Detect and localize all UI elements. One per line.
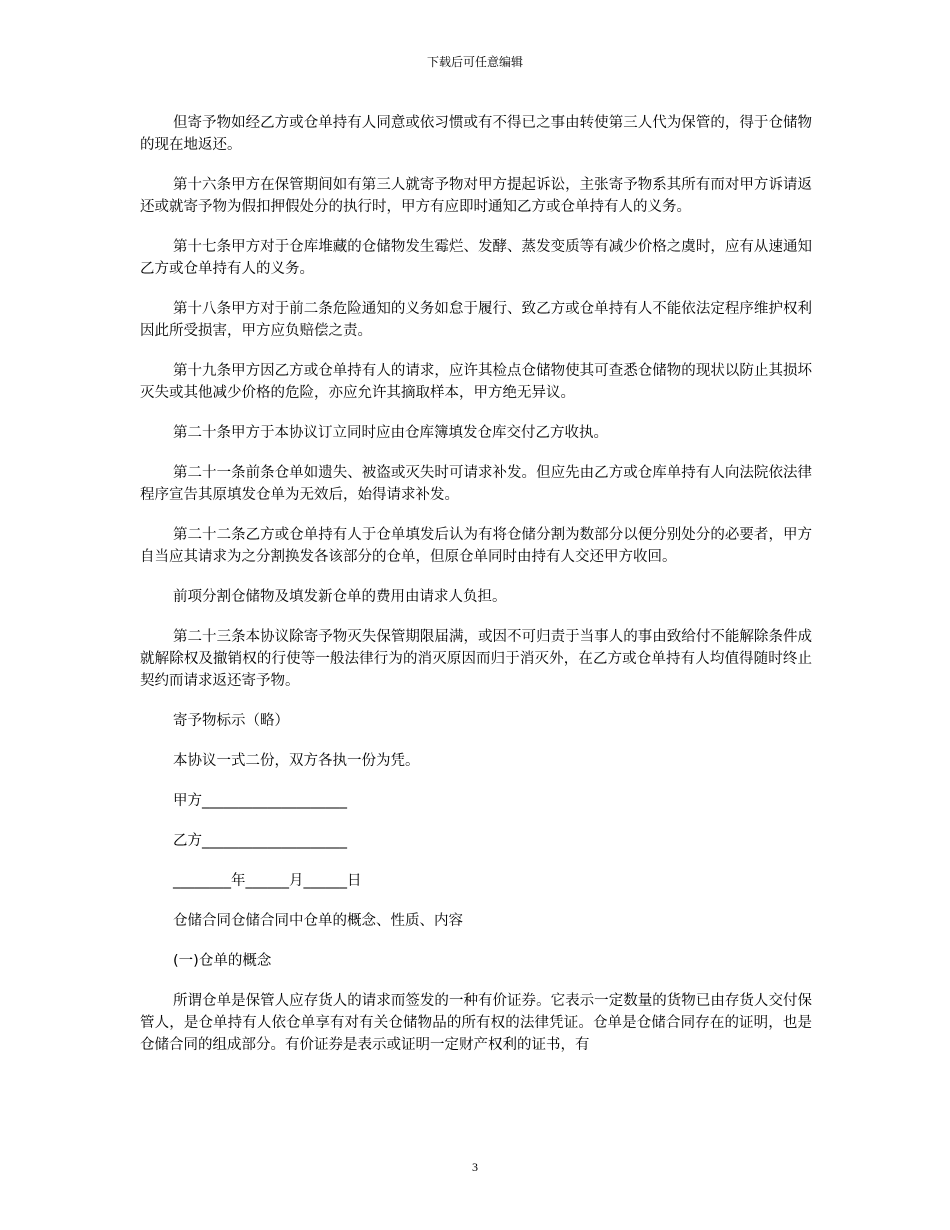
paragraph: 第二十三条本协议除寄予物灭失保管期限届满，或因不可归责于当事人的事由致给付不能解除条件成就解除权及撤销权的行使等一般法律行为的消灭原因而归于消灭外，在乙方或仓单持有人均值得随时终止契约而请求返还寄予物。 bbox=[140, 629, 812, 689]
paragraph: 前项分割仓储物及填发新仓单的费用由请求人负担。 bbox=[173, 589, 507, 605]
document-body bbox=[140, 112, 812, 1074]
paragraph: 所谓仓单是保管人应存货人的请求而签发的一种有价证券。它表示一定数量的货物已由存货人交付保管人，是仓单持有人依仓单享有对有关仓储物品的所有权的法律凭证。仓单是仓储合同存在的证明，也是仓储合同的组成部分。有价证券是表示或证明一定财产权利的证书，有 bbox=[140, 993, 812, 1053]
paragraph: 寄予物标示（略） bbox=[173, 713, 289, 729]
page-number: 3 bbox=[472, 1160, 478, 1174]
paragraph: 但寄予物如经乙方或仓单持有人同意或依习惯或有不得已之事由转使第三人代为保管的，得于仓储物的现在地返还。 bbox=[140, 115, 812, 153]
signature-line-party-b: 乙方____________________ bbox=[173, 833, 347, 849]
signature-line-party-a: 甲方____________________ bbox=[173, 793, 347, 809]
section-heading: 仓储合同仓储合同中仓单的概念、性质、内容 bbox=[173, 913, 463, 929]
paragraph: 第十九条甲方因乙方或仓单持有人的请求，应许其检点仓储物使其可查悉仓储物的现状以防止其损坏灭失或其他减少价格的危险，亦应允许其摘取样本，甲方绝无异议。 bbox=[140, 363, 812, 401]
subsection-heading: (一)仓单的概念 bbox=[173, 953, 272, 969]
paragraph: 第二十条甲方于本协议订立同时应由仓库簿填发仓库交付乙方收执。 bbox=[173, 425, 608, 441]
paragraph: 第二十一条前条仓单如遗失、被盗或灭失时可请求补发。但应先由乙方或仓库单持有人向法院依法律程序宣告其原填发仓单为无效后，始得请求补发。 bbox=[140, 465, 812, 503]
date-line: ________年______月______日 bbox=[173, 873, 362, 889]
paragraph: 第十七条甲方对于仓库堆藏的仓储物发生霉烂、发酵、蒸发变质等有减少价格之虞时，应有从速通知乙方或仓单持有人的义务。 bbox=[140, 239, 812, 277]
page-header: 下载后可任意编辑 bbox=[426, 55, 523, 69]
paragraph: 第十六条甲方在保管期间如有第三人就寄予物对甲方提起诉讼，主张寄予物系其所有而对甲方诉请返还或就寄予物为假扣押假处分的执行时，甲方有应即时通知乙方或仓单持有人的义务。 bbox=[140, 177, 812, 215]
paragraph: 第十八条甲方对于前二条危险通知的义务如怠于履行、致乙方或仓单持有人不能依法定程序维护权利因此所受损害，甲方应负赔偿之责。 bbox=[140, 301, 812, 339]
paragraph: 本协议一式二份，双方各执一份为凭。 bbox=[173, 753, 420, 769]
paragraph: 第二十二条乙方或仓单持有人于仓单填发后认为有将仓储分割为数部分以便分别处分的必要者，甲方自当应其请求为之分割换发各该部分的仓单，但原仓单同时由持有人交还甲方收回。 bbox=[140, 527, 812, 565]
